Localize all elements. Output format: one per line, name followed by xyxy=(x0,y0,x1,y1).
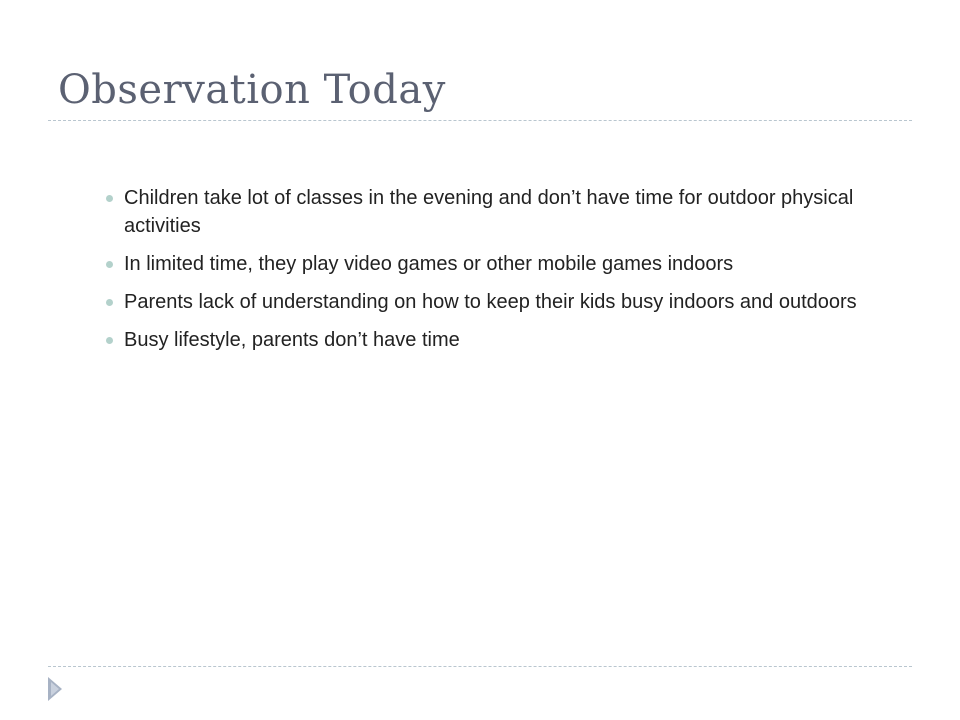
bullet-item xyxy=(106,250,906,278)
bullet-text: In limited time, they play video games or other mobile games indoors xyxy=(124,253,734,275)
bullet-item xyxy=(106,326,906,354)
bullet-text: Busy lifestyle, parents don’t have time xyxy=(124,329,460,351)
bullet-dot-icon xyxy=(106,337,113,344)
bullet-item xyxy=(106,288,906,316)
bullet-item xyxy=(106,184,906,240)
bullet-dot-icon xyxy=(106,195,113,202)
bullet-dot-icon xyxy=(106,261,113,268)
bullet-list xyxy=(106,184,906,364)
title-divider xyxy=(48,120,912,121)
footer-divider xyxy=(48,666,912,667)
slide-title: Observation Today xyxy=(58,67,446,113)
bullet-text: Children take lot of classes in the evening and don’t have time for outdoor physical activities xyxy=(124,187,854,237)
bullet-dot-icon xyxy=(106,299,113,306)
bullet-text: Parents lack of understanding on how to keep their kids busy indoors and outdoors xyxy=(124,291,857,313)
triangle-right-icon xyxy=(48,677,62,701)
